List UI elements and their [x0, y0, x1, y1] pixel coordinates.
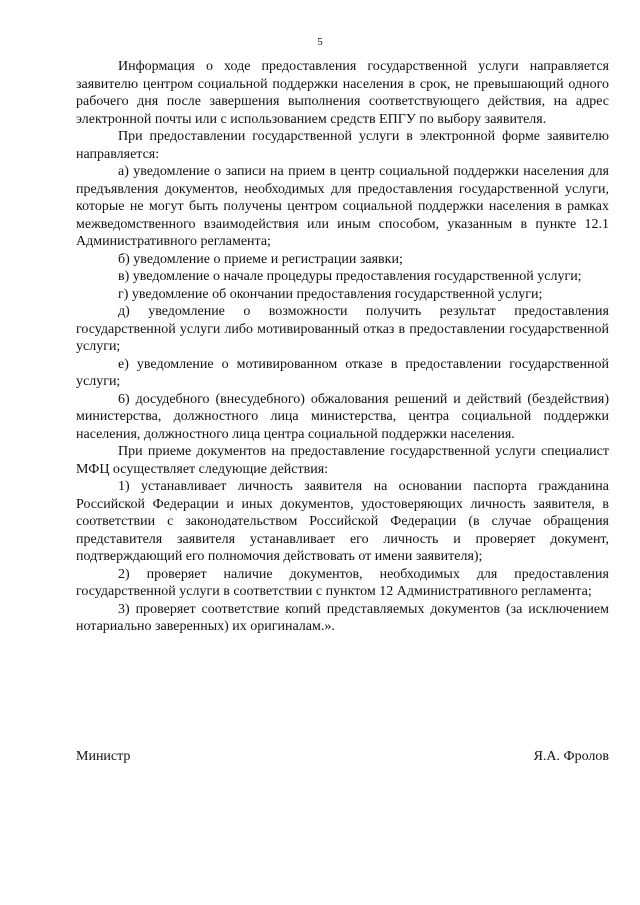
signatory-position: Министр: [76, 749, 131, 764]
list-item-b: б) уведомление о приеме и регистрации заявки;: [118, 251, 403, 267]
mfc-action-2: 2) проверяет наличие документов, необходимых для предоставления государственной услуги в соответствии с пунктом 12 Административного регламента;: [76, 566, 609, 599]
signature-block: [76, 748, 609, 766]
paragraph-mfc-intro: При приеме документов на предоставление государственной услуги специалист МФЦ осуществляет следующие действия:: [76, 444, 609, 477]
list-item-e: е) уведомление о мотивированном отказе в предоставлении государственной услуги;: [76, 356, 609, 389]
list-item-a: а) уведомление о записи на прием в центр социальной поддержки населения для предъявления документов, необходимых для предоставления государственной услуги, которые не могут быть получены центром социальной поддержки населения в рамках межведомственного взаимодействия или иным способом, указанным в пункте 12.1 Административного регламента;: [76, 164, 609, 249]
mfc-action-3: 3) проверяет соответствие копий представляемых документов (за исключением нотариально заверенных) их оригиналам.».: [76, 601, 609, 634]
list-item-6: 6) досудебного (внесудебного) обжалования решений и действий (бездействия) министерства, должностного лица министерства, центра социальной поддержки населения, должностного лица центра социальной поддержки населения.: [76, 391, 609, 442]
list-item-g: г) уведомление об окончании предоставления государственной услуги;: [118, 286, 543, 302]
page-number: 5: [317, 36, 323, 48]
document-body: [76, 58, 609, 636]
signatory-name: Я.А. Фролов: [533, 749, 609, 764]
paragraph-status-info: Информация о ходе предоставления государственной услуги направляется заявителю центром социальной поддержки населения в срок, не превышающий одного рабочего дня после завершения выполнения соответствующего действия, на адрес электронной почты или с использованием средств ЕПГУ по выбору заявителя.: [76, 59, 609, 127]
mfc-action-1: 1) устанавливает личность заявителя на основании паспорта гражданина Российской Федерации и иных документов, удостоверяющих личность заявителя, в соответствии с законодательством Российской Федерации (в случае обращения представителя заявителя устанавливает его личность и проверяет документ, подтверждающий его полномочия действовать от имени заявителя);: [76, 479, 609, 564]
paragraph-electronic-intro: При предоставлении государственной услуги в электронной форме заявителю направляется:: [76, 129, 609, 162]
list-item-d: д) уведомление о возможности получить результат предоставления государственной услуги либо мотивированный отказ в предоставлении государственной услуги;: [76, 304, 609, 354]
list-item-v: в) уведомление о начале процедуры предоставления государственной услуги;: [118, 269, 582, 284]
